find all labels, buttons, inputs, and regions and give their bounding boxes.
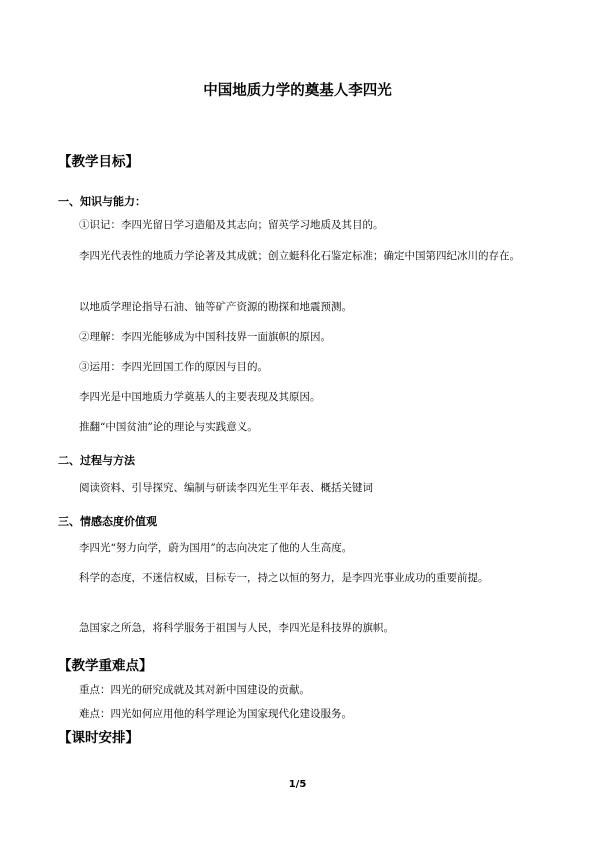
paragraph: 以地质学理论指导石油、铀等矿产资源的勘探和地震预测。 bbox=[79, 301, 352, 313]
document-title: 中国地质力学的奠基人李四光 bbox=[203, 83, 392, 99]
paragraph: ②理解：李四光能够成为中国科技界一面旗帜的原因。 bbox=[79, 331, 331, 343]
paragraph: 李四光“努力向学，蔚为国用”的志向决定了他的人生高度。 bbox=[79, 542, 353, 554]
paragraph: 重点：四光的研究成就及其对新中国建设的贡献。 bbox=[79, 684, 310, 696]
section-heading-key-points: 【教学重难点】 bbox=[58, 658, 153, 674]
paragraph: 李四光是中国地质力学奠基人的主要表现及其原因。 bbox=[79, 391, 321, 403]
subheading-knowledge: 一、知识与能力： bbox=[58, 195, 146, 208]
paragraph: 推翻“中国贫油”论的理论与实践意义。 bbox=[79, 421, 258, 433]
paragraph: 阅读资料、引导探究、编制与研读李四光生平年表、概括关键词 bbox=[79, 482, 373, 494]
subheading-values: 三、情感态度价值观 bbox=[58, 515, 157, 528]
paragraph: ①识记：李四光留日学习造船及其志向；留英学习地质及其目的。 bbox=[79, 219, 384, 231]
paragraph: 急国家之所急，将科学服务于祖国与人民，李四光是科技界的旗帜。 bbox=[79, 622, 394, 634]
paragraph: 李四光代表性的地质力学论著及其成就；创立蜓科化石鉴定标准；确定中国第四纪冰川的存在。 bbox=[79, 250, 520, 262]
paragraph: ③运用：李四光回国工作的原因与目的。 bbox=[79, 361, 268, 373]
section-heading-schedule: 【课时安排】 bbox=[58, 730, 139, 746]
subheading-process: 二、过程与方法 bbox=[58, 454, 135, 467]
paragraph: 科学的态度，不迷信权威，目标专一，持之以恒的努力，是李四光事业成功的重要前提。 bbox=[79, 572, 489, 584]
paragraph: 难点：四光如何应用他的科学理论为国家现代化建设服务。 bbox=[79, 708, 352, 720]
section-heading-goals: 【教学目标】 bbox=[58, 154, 139, 170]
page-number: 1/5 bbox=[288, 779, 307, 790]
